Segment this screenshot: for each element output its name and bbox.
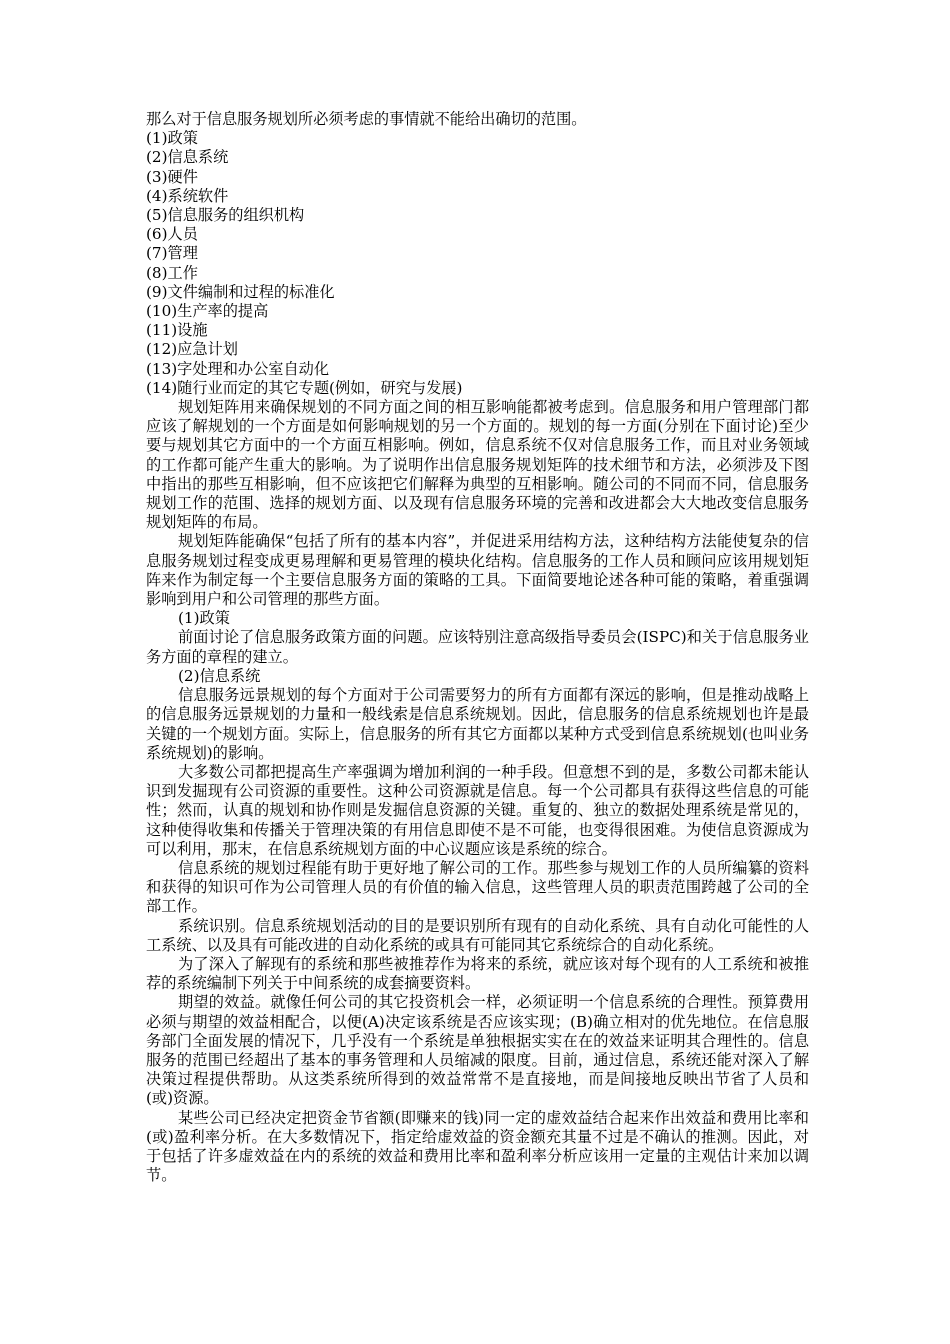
- list-item: (9)文件编制和过程的标准化: [146, 282, 335, 301]
- body-paragraph: 规划矩阵用来确保规划的不同方面之间的相互影响能都被考虑到。信息服务和用户管理部门都应该了解规划的一个方面是如何影响规划的另一个方面的。规划的每一方面(分别在下面讨论)至少要与规划其它方面中的一个方面互相影响。例如，信息系统不仅对信息服务工作，而且对业务领域的工作都可能产生重大的影响。为了说明作出信息服务规划矩阵的技术细节和方法，必须涉及下图中指出的那些互相影响，但不应该把它们解释为典型的互相影响。随公司的不同而不同，信息服务规划工作的范围、选择的规划方面、以及现有信息服务环境的完善和改进都会大大地改变信息服务规划矩阵的布局。: [146, 398, 809, 532]
- body-paragraph: 信息系统的规划过程能有助于更好地了解公司的工作。那些参与规划工作的人员所编纂的资料和获得的知识可作为公司管理人员的有价值的输入信息，这些管理人员的职责范围跨越了公司的全部工作。: [146, 858, 809, 916]
- list-item: (12)应急计划: [146, 340, 238, 359]
- list-item: (13)字处理和办公室自动化: [146, 359, 330, 378]
- body-paragraph: 信息服务远景规划的每个方面对于公司需要努力的所有方面都有深远的影响，但是推动战略上的信息服务远景规划的力量和一般线索是信息系统规划。因此，信息服务的信息系统规划也许是最关键的一个规划方面。实际上，信息服务的所有其它方面都以某种方式受到信息系统规划(也叫业务系统规划)的影响。: [146, 686, 809, 762]
- body-paragraph: 规划矩阵能确保“包括了所有的基本内容”，并促进采用结构方法，这种结构方法能使复杂的信息服务规划过程变成更易理解和更易管理的模块化结构。信息服务的工作人员和顾问应该用规划矩阵来作为制定每一个主要信息服务方面的策略的工具。下面简要地论述各种可能的策略，着重强调影响到用户和公司管理的那些方面。: [146, 532, 809, 609]
- list-item: (3)硬件: [146, 167, 198, 186]
- list-item: (14)随行业而定的其它专题(例如，研究与发展): [146, 378, 463, 397]
- body-paragraph: 前面讨论了信息服务政策方面的问题。应该特别注意高级指导委员会(ISPC)和关于信息服务业务方面的章程的建立。: [146, 628, 809, 666]
- body-paragraph: 某些公司已经决定把资金节省额(即赚来的钱)同一定的虚效益结合起来作出效益和费用比率和(或)盈利率分析。在大多数情况下，指定给虚效益的资金额充其量不过是不确认的推测。因此，对于包括了许多虚效益在内的系统的效益和费用比率和盈利率分析应该用一定量的主观估计来加以调节。: [146, 1108, 809, 1185]
- list-item: (7)管理: [146, 244, 198, 263]
- body-paragraph: 为了深入了解现有的系统和那些被推荐作为将来的系统，就应该对每个现有的人工系统和被推荐的系统编制下列关于中间系统的成套摘要资料。: [146, 954, 809, 993]
- list-item: (1)政策: [146, 129, 198, 148]
- body-paragraph: 期望的效益。就像任何公司的其它投资机会一样，必须证明一个信息系统的合理性。预算费用必须与期望的效益相配合，以便(A)决定该系统是否应该实现；(B)确立相对的优先地位。在信息服务部门全面发展的情况下，几乎没有一个系统是单独根据实实在在的效益来证明其合理性的。信息服务的范围已经超出了基本的事务管理和人员缩减的限度。目前，通过信息，系统还能对深入了解决策过程提供帮助。从这类系统所得到的效益常常不是直接地，而是间接地反映出节省了人员和(或)资源。: [146, 993, 809, 1108]
- body-paragraph: 系统识别。信息系统规划活动的目的是要识别所有现有的自动化系统、具有自动化可能性的人工系统、以及具有可能改进的自动化系统的或具有可能同其它系统综合的自动化系统。: [146, 916, 809, 954]
- intro-paragraph: 那么对于信息服务规划所必须考虑的事情就不能给出确切的范围。: [146, 110, 587, 128]
- list-item: (11)设施: [146, 321, 208, 340]
- list-item: (4)系统软件: [146, 186, 229, 205]
- body-paragraph: 大多数公司都把提高生产率强调为增加利润的一种手段。但意想不到的是，多数公司都未能认识到发掘现有公司资源的重要性。这种公司资源就是信息。每一个公司都具有获得这些信息的可能性；然而，认真的规划和协作则是发掘信息资源的关键。重复的、独立的数据处理系统是常见的，这种使得收集和传播关于管理决策的有用信息即使不是不可能，也变得很困难。为使信息资源成为可以利用，那末，在信息系统规划方面的中心议题应该是系统的综合。: [146, 762, 809, 858]
- list-item: (5)信息服务的组织机构: [146, 206, 305, 225]
- list-item: (2)信息系统: [146, 148, 229, 167]
- list-item: (6)人员: [146, 225, 198, 244]
- document-page: [146, 110, 809, 1185]
- list-item: (10)生产率的提高: [146, 302, 269, 321]
- section-heading-information-system: (2)信息系统: [178, 666, 261, 685]
- section-heading-policy: (1)政策: [178, 609, 230, 628]
- list-item: (8)工作: [146, 263, 198, 282]
